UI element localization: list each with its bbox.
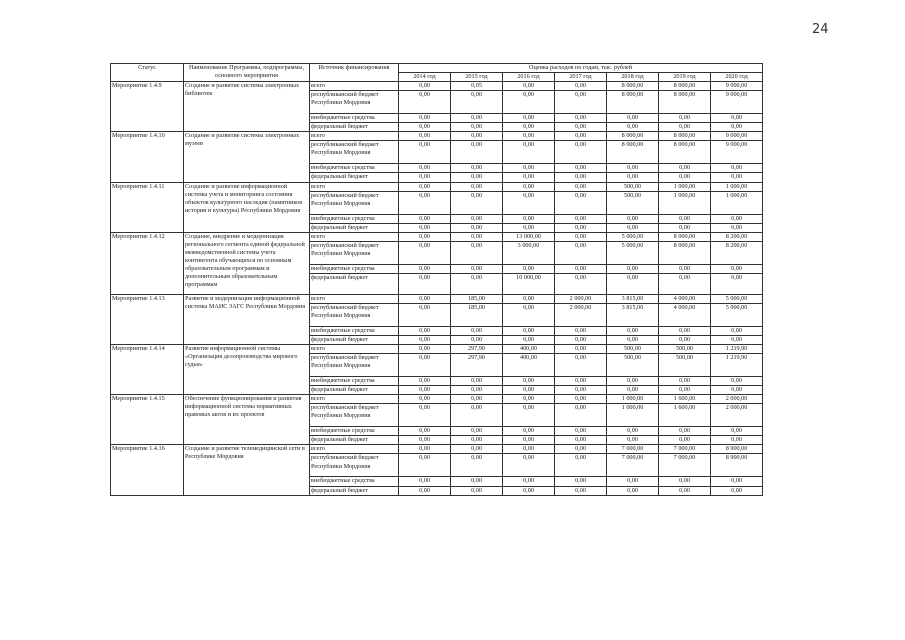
amount-cell: 500,00 xyxy=(659,354,711,377)
amount-cell: 0,00 xyxy=(503,303,555,326)
amount-cell: 9 000,00 xyxy=(711,132,763,141)
amount-cell: 0,00 xyxy=(555,436,607,445)
amount-cell: 0,00 xyxy=(555,326,607,335)
header-year: 2018 год xyxy=(607,73,659,82)
measure-name: Создание, внедрение и модернизация регионального сегмента единой федеральной межведомственной системы учета контингента обучающихся по основным образовательным программам и дополнительным образовательным программам xyxy=(184,232,310,294)
amount-cell: 0,00 xyxy=(711,164,763,173)
amount-cell: 0,00 xyxy=(451,241,503,264)
amount-cell: 0,00 xyxy=(555,335,607,344)
amount-cell: 0,00 xyxy=(503,486,555,495)
funding-source: федеральный бюджет xyxy=(310,273,399,294)
amount-cell: 0,00 xyxy=(711,377,763,386)
amount-cell: 0,00 xyxy=(399,326,451,335)
header-status: Статус xyxy=(111,64,184,82)
measure-status: Мероприятие 1.4.9 xyxy=(111,82,184,132)
measure-status: Мероприятие 1.4.15 xyxy=(111,395,184,445)
amount-cell: 0,00 xyxy=(555,445,607,454)
amount-cell: 0,00 xyxy=(659,214,711,223)
amount-cell: 0,00 xyxy=(503,395,555,404)
amount-cell: 0,00 xyxy=(399,477,451,486)
funding-source: федеральный бюджет xyxy=(310,123,399,132)
header-year: 2019 год xyxy=(659,73,711,82)
amount-cell: 0,00 xyxy=(451,273,503,294)
amount-cell: 9 000,00 xyxy=(711,141,763,164)
amount-cell: 13 000,00 xyxy=(503,232,555,241)
amount-cell: 0,00 xyxy=(659,223,711,232)
amount-cell: 0,00 xyxy=(659,377,711,386)
amount-cell: 0,00 xyxy=(659,335,711,344)
amount-cell: 0,00 xyxy=(451,377,503,386)
amount-cell: 0,00 xyxy=(659,264,711,273)
funding-source: республиканский бюджет Республики Мордовия xyxy=(310,454,399,477)
amount-cell: 0,00 xyxy=(451,445,503,454)
amount-cell: 0,00 xyxy=(503,326,555,335)
amount-cell: 0,00 xyxy=(451,223,503,232)
amount-cell: 0,00 xyxy=(399,191,451,214)
amount-cell: 0,00 xyxy=(451,386,503,395)
amount-cell: 0,00 xyxy=(555,241,607,264)
amount-cell: 0,00 xyxy=(451,395,503,404)
funding-source: республиканский бюджет Республики Мордовия xyxy=(310,354,399,377)
table-row xyxy=(111,395,763,404)
amount-cell: 2 000,00 xyxy=(555,294,607,303)
funding-source: всего xyxy=(310,82,399,91)
header-year: 2020 год xyxy=(711,73,763,82)
funding-source: федеральный бюджет xyxy=(310,173,399,182)
amount-cell: 0,00 xyxy=(399,114,451,123)
amount-cell: 0,00 xyxy=(555,477,607,486)
amount-cell: 0,00 xyxy=(659,273,711,294)
funding-source: федеральный бюджет xyxy=(310,335,399,344)
amount-cell: 0,00 xyxy=(451,132,503,141)
amount-cell: 0,00 xyxy=(399,386,451,395)
funding-source: всего xyxy=(310,395,399,404)
amount-cell: 0,00 xyxy=(503,477,555,486)
header-year: 2016 год xyxy=(503,73,555,82)
amount-cell: 0,00 xyxy=(451,326,503,335)
funding-source: республиканский бюджет Республики Мордовия xyxy=(310,191,399,214)
funding-source: всего xyxy=(310,232,399,241)
amount-cell: 0,00 xyxy=(503,454,555,477)
amount-cell: 0,00 xyxy=(451,214,503,223)
funding-source: внебюджетные средства xyxy=(310,427,399,436)
funding-source: внебюджетные средства xyxy=(310,114,399,123)
amount-cell: 0,00 xyxy=(451,264,503,273)
amount-cell: 0,00 xyxy=(607,335,659,344)
amount-cell: 0,00 xyxy=(451,164,503,173)
amount-cell: 0,00 xyxy=(399,82,451,91)
amount-cell: 8 000,00 xyxy=(607,141,659,164)
amount-cell: 0,00 xyxy=(503,191,555,214)
amount-cell: 0,00 xyxy=(607,377,659,386)
amount-cell: 0,00 xyxy=(399,273,451,294)
amount-cell: 0,00 xyxy=(711,386,763,395)
amount-cell: 0,00 xyxy=(711,114,763,123)
amount-cell: 0,00 xyxy=(555,273,607,294)
amount-cell: 0,00 xyxy=(607,436,659,445)
amount-cell: 0,00 xyxy=(399,173,451,182)
amount-cell: 0,00 xyxy=(607,477,659,486)
funding-source: республиканский бюджет Республики Мордовия xyxy=(310,404,399,427)
table-row xyxy=(111,132,763,141)
amount-cell: 0,00 xyxy=(399,303,451,326)
amount-cell: 0,00 xyxy=(555,191,607,214)
funding-source: всего xyxy=(310,294,399,303)
amount-cell: 0,00 xyxy=(711,335,763,344)
funding-source: республиканский бюджет Республики Мордовия xyxy=(310,141,399,164)
amount-cell: 0,00 xyxy=(711,264,763,273)
amount-cell: 1 000,00 xyxy=(607,404,659,427)
amount-cell: 1 600,00 xyxy=(659,404,711,427)
amount-cell: 0,00 xyxy=(399,91,451,114)
amount-cell: 0,00 xyxy=(399,141,451,164)
funding-source: республиканский бюджет Республики Мордовия xyxy=(310,303,399,326)
funding-source: внебюджетные средства xyxy=(310,264,399,273)
amount-cell: 7 000,00 xyxy=(607,445,659,454)
amount-cell: 0,00 xyxy=(399,182,451,191)
amount-cell: 500,00 xyxy=(607,354,659,377)
amount-cell: 0,00 xyxy=(399,223,451,232)
amount-cell: 8 000,00 xyxy=(607,91,659,114)
amount-cell: 0,00 xyxy=(399,445,451,454)
funding-source: всего xyxy=(310,445,399,454)
amount-cell: 0,00 xyxy=(503,114,555,123)
amount-cell: 0,00 xyxy=(399,232,451,241)
amount-cell: 0,00 xyxy=(503,445,555,454)
amount-cell: 8 000,00 xyxy=(659,241,711,264)
amount-cell: 0,00 xyxy=(451,232,503,241)
amount-cell: 0,00 xyxy=(555,223,607,232)
header-year: 2015 год xyxy=(451,73,503,82)
amount-cell: 1 000,00 xyxy=(711,191,763,214)
amount-cell: 0,00 xyxy=(503,82,555,91)
table-row xyxy=(111,182,763,191)
amount-cell: 0,00 xyxy=(451,477,503,486)
amount-cell: 0,00 xyxy=(711,427,763,436)
funding-source: федеральный бюджет xyxy=(310,223,399,232)
amount-cell: 0,00 xyxy=(659,164,711,173)
amount-cell: 1 000,00 xyxy=(607,395,659,404)
amount-cell: 0,00 xyxy=(711,273,763,294)
header-year: 2014 год xyxy=(399,73,451,82)
amount-cell: 0,00 xyxy=(555,123,607,132)
amount-cell: 0,00 xyxy=(503,294,555,303)
measure-name: Обеспечение функционирования и развития информационной системы нормативных правовых актов и их проектов xyxy=(184,395,310,445)
amount-cell: 297,90 xyxy=(451,354,503,377)
amount-cell: 0,00 xyxy=(503,427,555,436)
amount-cell: 0,00 xyxy=(399,486,451,495)
amount-cell: 0,00 xyxy=(555,173,607,182)
amount-cell: 5 000,00 xyxy=(711,294,763,303)
funding-source: федеральный бюджет xyxy=(310,386,399,395)
amount-cell: 0,00 xyxy=(399,404,451,427)
amount-cell: 1 000,00 xyxy=(659,191,711,214)
measure-status: Мероприятие 1.4.11 xyxy=(111,182,184,232)
amount-cell: 0,00 xyxy=(659,486,711,495)
amount-cell: 0,00 xyxy=(555,91,607,114)
amount-cell: 0,00 xyxy=(711,214,763,223)
amount-cell: 4 000,00 xyxy=(659,294,711,303)
amount-cell: 400,00 xyxy=(503,345,555,354)
measure-name: Создание и развитие системы электронных библиотек xyxy=(184,82,310,132)
amount-cell: 0,00 xyxy=(399,264,451,273)
funding-source: внебюджетные средства xyxy=(310,326,399,335)
amount-cell: 8 200,00 xyxy=(711,232,763,241)
amount-cell: 0,00 xyxy=(659,436,711,445)
amount-cell: 0,00 xyxy=(399,294,451,303)
amount-cell: 0,00 xyxy=(451,114,503,123)
amount-cell: 0,00 xyxy=(503,377,555,386)
table-row xyxy=(111,232,763,241)
funding-source: республиканский бюджет Республики Мордовия xyxy=(310,241,399,264)
amount-cell: 0,00 xyxy=(607,486,659,495)
amount-cell: 8 000,00 xyxy=(659,141,711,164)
amount-cell: 0,00 xyxy=(555,377,607,386)
amount-cell: 0,00 xyxy=(399,335,451,344)
amount-cell: 500,00 xyxy=(659,345,711,354)
page-number: 24 xyxy=(812,22,829,37)
amount-cell: 0,00 xyxy=(555,386,607,395)
table-row xyxy=(111,294,763,303)
amount-cell: 0,00 xyxy=(659,173,711,182)
amount-cell: 0,00 xyxy=(555,264,607,273)
amount-cell: 0,00 xyxy=(399,454,451,477)
funding-source: федеральный бюджет xyxy=(310,436,399,445)
amount-cell: 0,00 xyxy=(711,223,763,232)
amount-cell: 8 000,00 xyxy=(659,91,711,114)
amount-cell: 0,00 xyxy=(711,486,763,495)
amount-cell: 500,00 xyxy=(607,345,659,354)
amount-cell: 10 000,00 xyxy=(503,273,555,294)
amount-cell: 0,00 xyxy=(503,404,555,427)
amount-cell: 0,00 xyxy=(503,173,555,182)
amount-cell: 0,00 xyxy=(659,326,711,335)
amount-cell: 4 000,00 xyxy=(659,303,711,326)
amount-cell: 0,00 xyxy=(607,264,659,273)
header-estimate: Оценка расходов по годам, тыс. рублей xyxy=(399,64,763,73)
amount-cell: 0,00 xyxy=(503,132,555,141)
amount-cell: 0,00 xyxy=(451,427,503,436)
amount-cell: 8 200,00 xyxy=(711,241,763,264)
amount-cell: 0,00 xyxy=(711,436,763,445)
amount-cell: 3 815,00 xyxy=(607,294,659,303)
amount-cell: 500,00 xyxy=(607,182,659,191)
amount-cell: 0,00 xyxy=(711,477,763,486)
amount-cell: 0,00 xyxy=(607,273,659,294)
amount-cell: 400,00 xyxy=(503,354,555,377)
amount-cell: 2 000,00 xyxy=(711,395,763,404)
measure-name: Развитие информационной системы «Организация делопроизводства мирового судьи» xyxy=(184,345,310,395)
amount-cell: 0,00 xyxy=(607,164,659,173)
amount-cell: 0,00 xyxy=(555,427,607,436)
amount-cell: 7 000,00 xyxy=(607,454,659,477)
amount-cell: 0,00 xyxy=(555,404,607,427)
header-source: Источник финансирования xyxy=(310,64,399,82)
amount-cell: 0,00 xyxy=(451,191,503,214)
amount-cell: 0,00 xyxy=(503,91,555,114)
amount-cell: 7 000,00 xyxy=(659,445,711,454)
amount-cell: 0,00 xyxy=(555,345,607,354)
amount-cell: 0,00 xyxy=(711,123,763,132)
amount-cell: 5 000,00 xyxy=(711,303,763,326)
amount-cell: 1 219,90 xyxy=(711,354,763,377)
header-name: Наименование Программы, подпрограммы, основного мероприятия xyxy=(184,64,310,82)
amount-cell: 0,00 xyxy=(555,141,607,164)
amount-cell: 1 000,00 xyxy=(659,182,711,191)
funding-source: внебюджетные средства xyxy=(310,377,399,386)
amount-cell: 0,00 xyxy=(451,335,503,344)
funding-source: всего xyxy=(310,132,399,141)
table-row xyxy=(111,82,763,91)
amount-cell: 0,00 xyxy=(607,223,659,232)
amount-cell: 8 000,00 xyxy=(607,132,659,141)
table-row xyxy=(111,345,763,354)
amount-cell: 8 000,00 xyxy=(659,132,711,141)
amount-cell: 0,00 xyxy=(451,182,503,191)
measure-status: Мероприятие 1.4.14 xyxy=(111,345,184,395)
amount-cell: 185,00 xyxy=(451,294,503,303)
amount-cell: 8 900,00 xyxy=(711,454,763,477)
amount-cell: 0,00 xyxy=(451,173,503,182)
amount-cell: 0,00 xyxy=(555,182,607,191)
amount-cell: 0,00 xyxy=(399,214,451,223)
amount-cell: 3 815,00 xyxy=(607,303,659,326)
amount-cell: 0,00 xyxy=(659,123,711,132)
amount-cell: 8 000,00 xyxy=(659,82,711,91)
amount-cell: 185,00 xyxy=(451,303,503,326)
amount-cell: 0,00 xyxy=(607,114,659,123)
amount-cell: 0,00 xyxy=(399,132,451,141)
amount-cell: 0,00 xyxy=(659,386,711,395)
amount-cell: 7 000,00 xyxy=(659,454,711,477)
amount-cell: 8 000,00 xyxy=(659,232,711,241)
amount-cell: 2 000,00 xyxy=(555,303,607,326)
amount-cell: 0,00 xyxy=(399,436,451,445)
amount-cell: 0,00 xyxy=(659,477,711,486)
amount-cell: 9 000,00 xyxy=(711,82,763,91)
amount-cell: 0,00 xyxy=(503,214,555,223)
amount-cell: 0,00 xyxy=(451,486,503,495)
amount-cell: 0,05 xyxy=(451,82,503,91)
amount-cell: 0,00 xyxy=(399,345,451,354)
amount-cell: 0,00 xyxy=(399,427,451,436)
amount-cell: 0,00 xyxy=(451,123,503,132)
measure-status: Мероприятие 1.4.13 xyxy=(111,294,184,344)
amount-cell: 0,00 xyxy=(607,214,659,223)
amount-cell: 0,00 xyxy=(399,354,451,377)
funding-source: внебюджетные средства xyxy=(310,477,399,486)
amount-cell: 1 600,00 xyxy=(659,395,711,404)
amount-cell: 0,00 xyxy=(451,454,503,477)
amount-cell: 3 000,00 xyxy=(503,241,555,264)
amount-cell: 5 000,00 xyxy=(607,232,659,241)
amount-cell: 0,00 xyxy=(451,91,503,114)
amount-cell: 0,00 xyxy=(659,427,711,436)
amount-cell: 0,00 xyxy=(399,164,451,173)
amount-cell: 0,00 xyxy=(555,82,607,91)
measure-name: Создание и развитие информационной системы учета и мониторинга состояния объектов культурного наследия (памятников истории и культуры) Республики Мордовия xyxy=(184,182,310,232)
amount-cell: 0,00 xyxy=(555,114,607,123)
funding-source: внебюджетные средства xyxy=(310,214,399,223)
amount-cell: 0,00 xyxy=(399,123,451,132)
amount-cell: 0,00 xyxy=(451,436,503,445)
funding-source: федеральный бюджет xyxy=(310,486,399,495)
amount-cell: 0,00 xyxy=(607,386,659,395)
amount-cell: 0,00 xyxy=(503,141,555,164)
measure-name: Создание и развитие телемедицинской сети в Республике Мордовия xyxy=(184,445,310,495)
measure-name: Развитие и модернизация информационной системы МАИС ЗАГС Республики Мордовия xyxy=(184,294,310,344)
amount-cell: 0,00 xyxy=(451,404,503,427)
funding-source: республиканский бюджет Республики Мордовия xyxy=(310,91,399,114)
measure-status: Мероприятие 1.4.12 xyxy=(111,232,184,294)
amount-cell: 0,00 xyxy=(555,164,607,173)
header-year: 2017 год xyxy=(555,73,607,82)
amount-cell: 0,00 xyxy=(503,264,555,273)
amount-cell: 2 000,00 xyxy=(711,404,763,427)
amount-cell: 0,00 xyxy=(711,326,763,335)
amount-cell: 1 219,90 xyxy=(711,345,763,354)
table-row xyxy=(111,445,763,454)
amount-cell: 0,00 xyxy=(607,123,659,132)
amount-cell: 0,00 xyxy=(503,182,555,191)
amount-cell: 0,00 xyxy=(503,223,555,232)
amount-cell: 0,00 xyxy=(659,114,711,123)
amount-cell: 0,00 xyxy=(607,326,659,335)
amount-cell: 0,00 xyxy=(503,436,555,445)
amount-cell: 0,00 xyxy=(451,141,503,164)
amount-cell: 0,00 xyxy=(555,214,607,223)
amount-cell: 0,00 xyxy=(503,123,555,132)
amount-cell: 0,00 xyxy=(399,377,451,386)
funding-source: всего xyxy=(310,182,399,191)
amount-cell: 5 000,00 xyxy=(607,241,659,264)
measure-status: Мероприятие 1.4.10 xyxy=(111,132,184,182)
amount-cell: 0,00 xyxy=(555,395,607,404)
amount-cell: 0,00 xyxy=(607,427,659,436)
funding-source: внебюджетные средства xyxy=(310,164,399,173)
amount-cell: 0,00 xyxy=(711,173,763,182)
amount-cell: 297,90 xyxy=(451,345,503,354)
amount-cell: 9 000,00 xyxy=(711,91,763,114)
amount-cell: 0,00 xyxy=(555,132,607,141)
amount-cell: 0,00 xyxy=(555,232,607,241)
amount-cell: 0,00 xyxy=(503,386,555,395)
budget-table xyxy=(110,63,763,496)
amount-cell: 0,00 xyxy=(503,164,555,173)
amount-cell: 0,00 xyxy=(555,354,607,377)
amount-cell: 500,00 xyxy=(607,191,659,214)
table-body xyxy=(111,82,763,495)
funding-source: всего xyxy=(310,345,399,354)
amount-cell: 8 000,00 xyxy=(607,82,659,91)
amount-cell: 0,00 xyxy=(399,241,451,264)
measure-name: Создание и развитие системы электронных музеев xyxy=(184,132,310,182)
amount-cell: 0,00 xyxy=(555,454,607,477)
amount-cell: 0,00 xyxy=(503,335,555,344)
amount-cell: 1 000,00 xyxy=(711,182,763,191)
measure-status: Мероприятие 1.4.16 xyxy=(111,445,184,495)
amount-cell: 0,00 xyxy=(607,173,659,182)
amount-cell: 0,00 xyxy=(399,395,451,404)
amount-cell: 0,00 xyxy=(555,486,607,495)
amount-cell: 8 900,00 xyxy=(711,445,763,454)
